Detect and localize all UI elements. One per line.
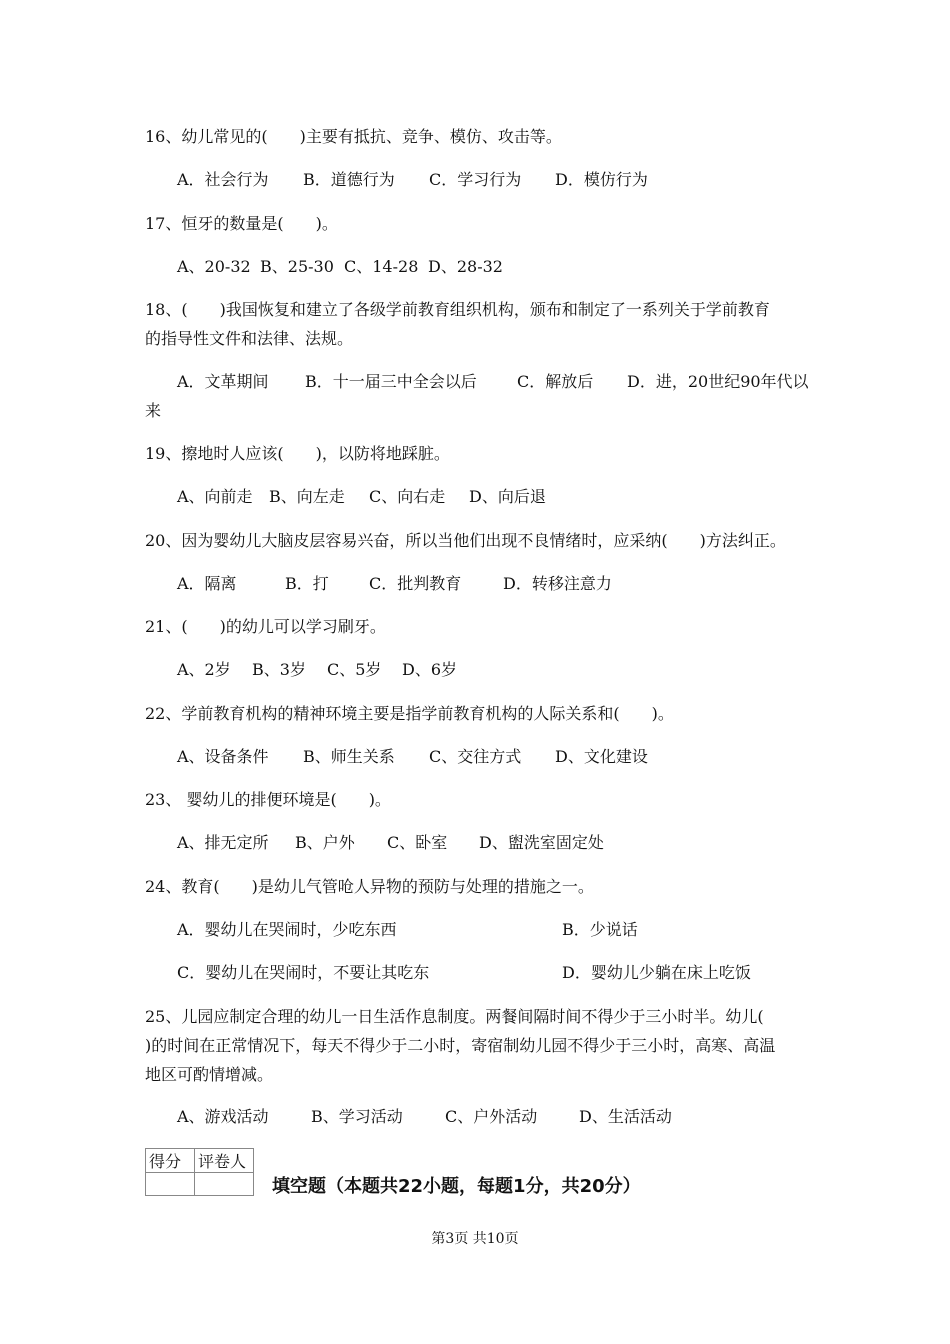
option-c: C、交往方式 — [429, 747, 522, 766]
option-a: A、向前走 — [177, 487, 253, 506]
question-16-options — [177, 165, 648, 195]
option-a: A、设备条件 — [177, 747, 269, 766]
score-cell — [146, 1173, 195, 1196]
question-18-options — [177, 367, 809, 397]
option-b: B、学习活动 — [311, 1107, 403, 1126]
option-b: B、师生关系 — [303, 747, 395, 766]
option-d: D、盥洗室固定处 — [479, 833, 604, 852]
question-17: 17、恒牙的数量是( )。 — [145, 214, 338, 233]
option-d: D、文化建设 — [555, 747, 648, 766]
question-24: 24、教育( )是幼儿气管呛人异物的预防与处理的措施之一。 — [145, 877, 594, 896]
option-d: D、6岁 — [402, 660, 458, 679]
question-24-options-row2 — [177, 958, 751, 988]
question-16: 16、幼儿常见的( )主要有抵抗、竞争、模仿、攻击等。 — [145, 127, 562, 146]
option-b: B、向左走 — [269, 487, 345, 506]
question-20: 20、因为婴幼儿大脑皮层容易兴奋，所以当他们出现不良情绪时，应采纳( )方法纠正。 — [145, 531, 786, 550]
option-c: C、向右走 — [369, 487, 446, 506]
question-19-options — [177, 482, 546, 512]
option-d: D．转移注意力 — [503, 574, 612, 593]
option-b: B．十一届三中全会以后 — [305, 372, 477, 391]
grader-cell — [195, 1173, 254, 1196]
option-c: C．批判教育 — [369, 574, 462, 593]
option-a: A、2岁 — [177, 660, 231, 679]
option-c: C、户外活动 — [445, 1107, 538, 1126]
question-22-options — [177, 742, 648, 772]
question-17-options — [177, 252, 503, 282]
question-25-cont-1: )的时间在正常情况下，每天不得少于二小时，寄宿制幼儿园不得少于三小时，高寒、高温 — [145, 1036, 776, 1055]
question-18-cont: 的指导性文件和法律、法规。 — [145, 329, 354, 348]
option-a: A．隔离 — [177, 574, 237, 593]
page-footer: 第3页 共10页 — [431, 1231, 519, 1247]
option-c: C．婴幼儿在哭闹时，不要让其吃东 — [177, 963, 430, 982]
option-b: B、户外 — [295, 833, 355, 852]
option-d: D、生活活动 — [579, 1107, 672, 1126]
option-b: B、3岁 — [252, 660, 306, 679]
option-d: D、向后退 — [469, 487, 546, 506]
question-25: 25、儿园应制定合理的幼儿一日生活作息制度。两餐间隔时间不得少于三小时半。幼儿( — [145, 1007, 764, 1026]
option-a: A．婴幼儿在哭闹时，少吃东西 — [177, 920, 397, 939]
option-b: B．打 — [285, 574, 329, 593]
option-d: D、28-32 — [428, 257, 503, 276]
question-22: 22、学前教育机构的精神环境主要是指学前教育机构的人际关系和( )。 — [145, 704, 674, 723]
option-d: D．婴幼儿少躺在床上吃饭 — [562, 963, 751, 982]
question-25-options — [177, 1102, 672, 1132]
question-24-options-row1 — [177, 915, 638, 945]
option-c: C、14-28 — [344, 257, 419, 276]
grader-label: 评卷人 — [195, 1149, 254, 1173]
section-title: 填空题（本题共22小题，每题1分，共20分） — [272, 1176, 641, 1197]
option-c: C．解放后 — [517, 372, 594, 391]
option-d: D．进，20世纪90年代以 — [627, 372, 809, 391]
question-18: 18、( )我国恢复和建立了各级学前教育组织机构，颁布和制定了一系列关于学前教育 — [145, 300, 770, 319]
question-21-options — [177, 655, 457, 685]
question-20-options — [177, 569, 612, 599]
score-box — [145, 1148, 254, 1196]
option-c: C．学习行为 — [429, 170, 522, 189]
option-a: A、20-32 — [177, 257, 251, 276]
option-d: D．模仿行为 — [555, 170, 648, 189]
option-b: B．少说话 — [562, 920, 638, 939]
option-c: C、卧室 — [387, 833, 448, 852]
option-a: A．社会行为 — [177, 170, 269, 189]
score-label: 得分 — [146, 1149, 195, 1173]
question-23: 23、 婴幼儿的排便环境是( )。 — [145, 790, 391, 809]
question-25-cont-2: 地区可酌情增减。 — [145, 1065, 274, 1084]
option-b: B、25-30 — [260, 257, 334, 276]
option-a: A、排无定所 — [177, 833, 269, 852]
option-a: A．文革期间 — [177, 372, 269, 391]
option-b: B．道德行为 — [303, 170, 395, 189]
option-c: C、5岁 — [327, 660, 382, 679]
option-a: A、游戏活动 — [177, 1107, 269, 1126]
question-21: 21、( )的幼儿可以学习刷牙。 — [145, 617, 386, 636]
question-18-options-cont: 来 — [145, 401, 162, 420]
question-19: 19、擦地时人应该( )，以防将地踩脏。 — [145, 444, 450, 463]
question-23-options — [177, 828, 604, 858]
